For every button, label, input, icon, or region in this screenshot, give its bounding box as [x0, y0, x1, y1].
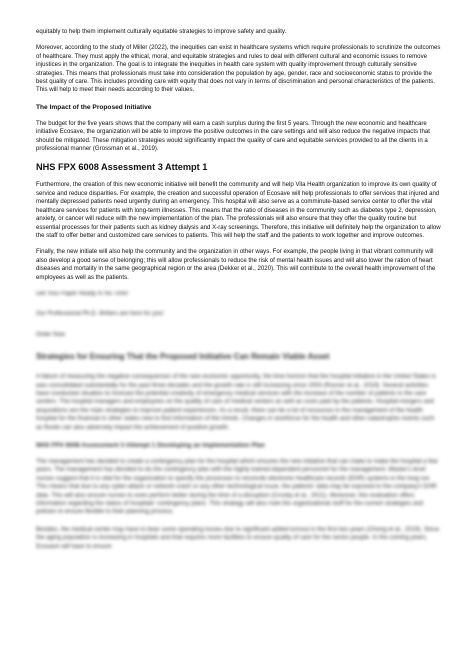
paragraph-miller: Moreover, according to the study of Miller (2022), the inequities can exist in healthcare systems which require professionals to scrutinize the outcomes of healthcare. They must apply the ethical, moral, and equitable strategies and rules to deal with different cultural and economic issues to remove injustices in the organization. The goal is to integrate the inequities in health care system with quality improvement through culturally sensitive strategies. This means that professionals must take into consideration the population by age, gender, race and socioeconomic status to provide the best quality of care. This includes providing care with equity that does not vary in terms of discrimination and personal characteristics of the patients. This will help to meet their needs according to their values.: [36, 44, 441, 94]
blurred-promo-title: Get Your Paper Ready In No Time!: [36, 290, 129, 297]
blurred-paragraph-1: A failure of measuring the negative consequences of the new economic opportunity, the time horizon that the hospital initiative in the United States is was consolidated substantially for the past three decades and the growth rate is still increasing since 2003 (Rosner et al., 2019). Several activities have conducted situation to forecast the potential creativity of emergency medical services with the increase of the number of patients in the care centers. The hospital managers and employees on the quality of care of medical centers as well as costs paid by the patients. Hospital mergers and acquisitions are the main strategies to improve patient experiences. As a result, there can be a lot of resources in the management of the health hospital for the financial in other states new to find information of the trends. Changes in workforce for the health and other catastrophic events such as floods can also adversely impact the achievement of positive growth.: [36, 373, 436, 431]
heading-assessment-attempt: NHS FPX 6008 Assessment 3 Attempt 1: [36, 162, 208, 173]
blurred-promo-subtitle: Our Professional Ph.D. Writers are here for you!: [36, 311, 164, 318]
heading-impact: The Impact of the Proposed Initiative: [36, 103, 152, 111]
blurred-paragraph-3: Besides, the medical center may have to bear some operating losses due to significant added turnout in the first two years (Chong et al., 2019). Since the aging population is increasing in hospitals and that requires more facilities to ensure quality of care for the senior people. In the coming years, Ecosave will have to ensure: [36, 525, 440, 550]
paragraph-furthermore: Furthermore, the creation of this new economic initiative will benefit the community and will help Vila Health organization to improve its own quality of service and reduce disparities. For example, the creation and successful operation of Ecosave will help professionals to offer services that injured and mentally depressed patients need urgently during an emergency. This hospital will also serve as a comminute-based service center to offer the vital healthcare services for patients with long-term illnesses. This means that the ratio of diseases in the community such as diabetes type 2, depression, anxiety, or cancer will reduce with the new implementation of the plan. The professionals will also ensure that they offer the quality routine but essential processes for their patients such as kidney dialysis and X-ray screenings. Therefore, this initiative will definitely help the organization to allow the staff to offer better and customized care services to patients. This will help the staff and the patients to work together and improve outcomes.: [36, 181, 441, 239]
paragraph-intro: equitably to help them implement culturally equitable strategies to improve safety and quality.: [36, 28, 287, 35]
paragraph-budget: The budget for the five years shows that the company will earn a cash surplus during the first 5 years. Through the new economic and healthcare initiative Ecosave, the organization will be able to improve the positive outcomes in the care settings and will also reduce the negative impacts that should be mitigated. These mitigation strategies would significantly impact the quality of care and equitable services provided to all the clients in a professional manner (Grossman et al., 2019).: [36, 119, 430, 153]
blurred-preview-section: [36, 290, 442, 551]
blurred-order-link[interactable]: Order Now: [36, 331, 66, 338]
blurred-heading-implementation: NHS FPX 6008 Assessment 3 Attempt 1 Developing an Implementation Plan: [36, 442, 265, 449]
paragraph-finally: Finally, the new initiate will also help the community and the organization in other ways. For example, the people living in that vibrant community will also develop a good sense of belonging; this will allow professionals to reduce the risk of mental health issues and will also lower the ration of heart diseases and mortality in the same geographical region or the area (Dekker et al., 2020). This will contribute to the overall health improvement of the employees as well as the patients.: [36, 248, 436, 281]
blurred-paragraph-2: The management has decided to create a contingency plan for the hospital which ensures the new initiative that can make to make the hospital a few years. The management has decided to do the contingency plan with the highly trained dependent personnel for the management. Master's level nurses suggest that it is vital for the organization to specify the processes to reconcile electronic healthcare records (EHR) systems in the long run. This means that due to any cyber-attack or network crash or any other technological issue, the patients' data may be exposed to the company's EHR data. This will also ensure nurses to even perform better during the time of a disruption (Crosby et al., 2021). Moreover, this evaluation offers information regarding the status of hospitals' contingency plans. This strategy will also note the organizational stuff for the current strategies and policies to ensure flexible to their planning process.: [36, 458, 438, 516]
blurred-heading-strategies: Strategies for Ensuring That the Proposed Initiative Can Remain Viable Asset: [36, 352, 330, 362]
